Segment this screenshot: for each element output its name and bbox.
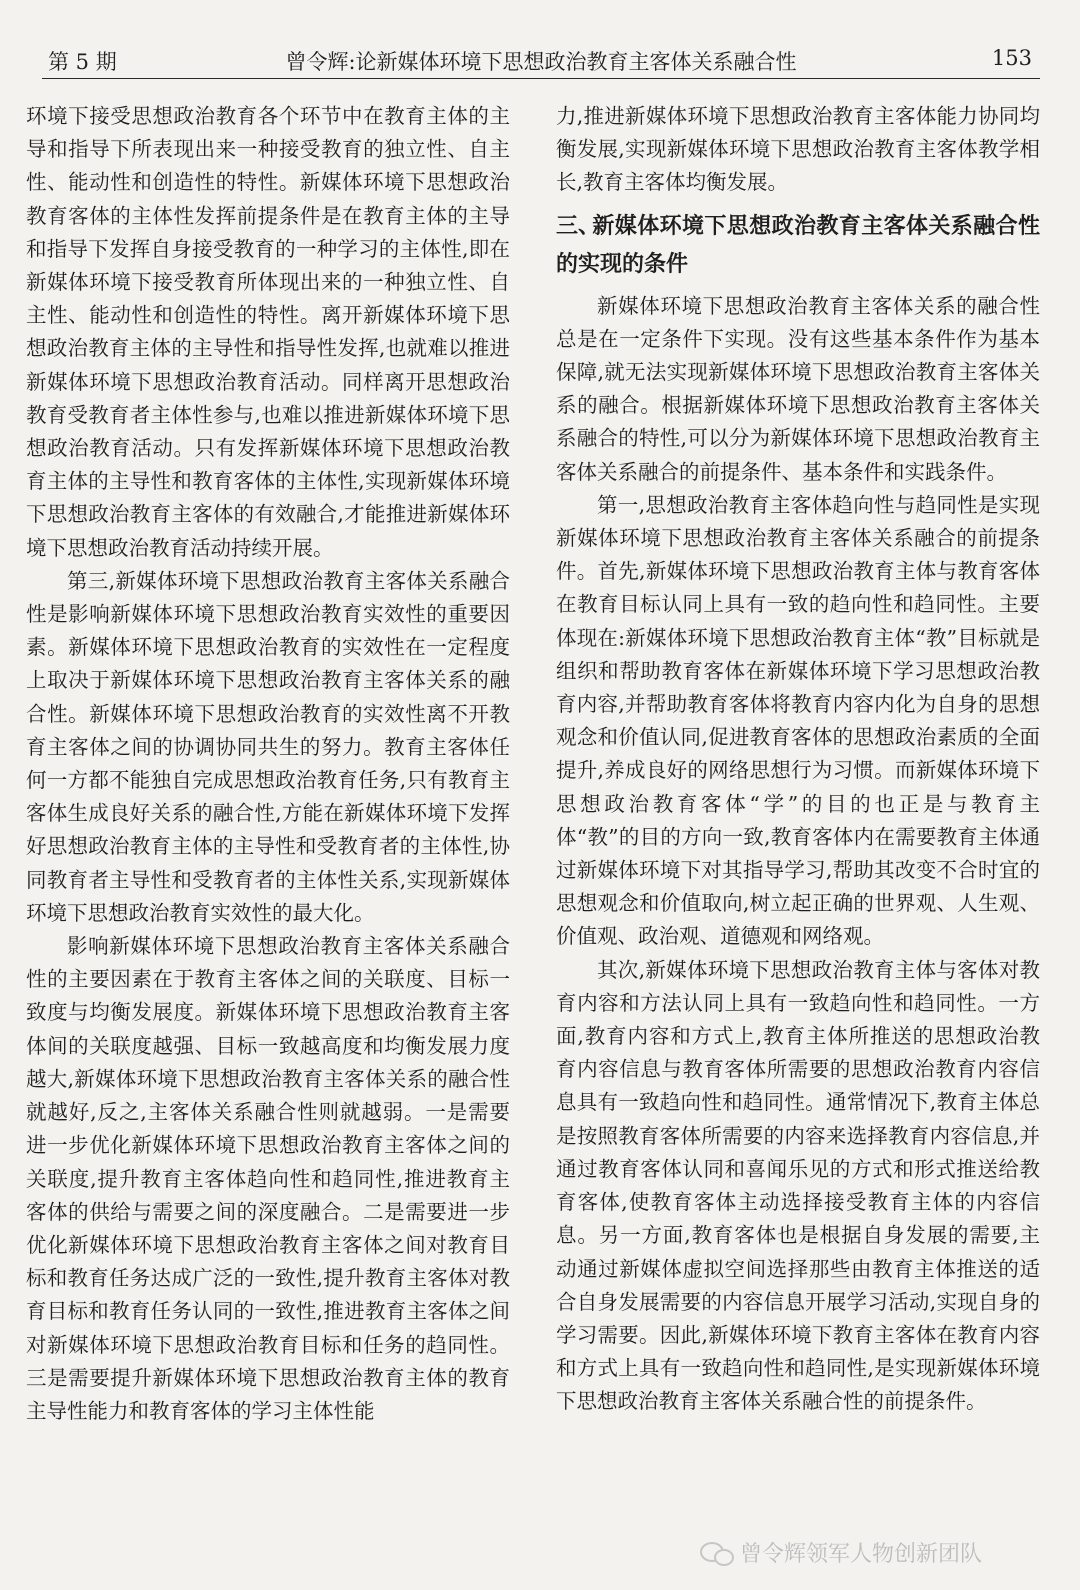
paragraph: 第一,思想政治教育主客体趋向性与趋同性是实现新媒体环境下思想政治教育主客体关系融合的前提条件。首先,新媒体环境下思想政治教育主体与教育客体在教育目标认同上具有一致的趋向性和趋同性。主要体现在:新媒体环境下思想政治教育主体“教”目标就是组织和帮助教育客体在新媒体环境下学习思想政治教育内容,并帮助教育客体将教育内容内化为自身的思想观念和价值认同,促进教育客体的思想政治素质的全面提升,养成良好的网络思想行为习惯。而新媒体环境下思想政治教育客体“学”的目的也正是与教育主体“教”的目的方向一致,教育客体内在需要教育主体通过新媒体环境下对其指导学习,帮助其改变不合时宜的思想观念和价值取向,树立起正确的世界观、人生观、价值观、政治观、道德观和网络观。: [556, 492, 1040, 949]
wechat-icon: [700, 1540, 734, 1566]
right-column: [556, 100, 1040, 1419]
paragraph: 力,推进新媒体环境下思想政治教育主客体能力协同均衡发展,实现新媒体环境下思想政治教育主客体教学相长,教育主客体均衡发展。: [556, 104, 1040, 195]
running-title: 曾令辉:论新媒体环境下思想政治教育主客体关系融合性: [285, 50, 797, 74]
section-number: 三、: [556, 213, 601, 239]
running-header: [42, 38, 1040, 79]
left-column: [26, 100, 510, 1428]
page-number: 153: [991, 46, 1032, 70]
watermark-text: 曾令辉领军人物创新团队: [740, 1542, 983, 1567]
paragraph: 新媒体环境下思想政治教育主客体关系的融合性总是在一定条件下实现。没有这些基本条件作为基本保障,就无法实现新媒体环境下思想政治教育主客体关系的融合。根据新媒体环境下思想政治教育主客体关系融合的特性,可以分为新媒体环境下思想政治教育主客体关系融合的前提条件、基本条件和实践条件。: [556, 293, 1040, 484]
paragraph: 影响新媒体环境下思想政治教育主客体关系融合性的主要因素在于教育主客体之间的关联度、目标一致度与均衡发展度。新媒体环境下思想政治教育主客体间的关联度越强、目标一致越高度和均衡发展力度越大,新媒体环境下思想政治教育主客体关系的融合性就越好,反之,主客体关系融合性则就越弱。一是需要进一步优化新媒体环境下思想政治教育主客体之间的关联度,提升教育主客体趋向性和趋同性,推进教育主客体的供给与需要之间的深度融合。二是需要进一步优化新媒体环境下思想政治教育主客体之间对教育目标和教育任务达成广泛的一致性,提升教育主客体对教育目标和教育任务认同的一致性,推进教育主客体之间对新媒体环境下思想政治教育目标和任务的趋同性。三是需要提升新媒体环境下思想政治教育主体的教育主导性能力和教育客体的学习主体性能: [26, 934, 510, 1423]
paragraph: 环境下接受思想政治教育各个环节中在教育主体的主导和指导下所表现出来一种接受教育的独立性、自主性、能动性和创造性的特性。新媒体环境下思想政治教育客体的主体性发挥前提条件是在教育主体的主导和指导下发挥自身接受教育的一种学习的主体性,即在新媒体环境下接受教育所体现出来的一种独立性、自主性、能动性和创造性的特性。离开新媒体环境下思想政治教育主体的主导性和指导性发挥,也就难以推进新媒体环境下思想政治教育活动。同样离开思想政治教育受教育者主体性参与,也难以推进新媒体环境下思想政治教育活动。只有发挥新媒体环境下思想政治教育主体的主导性和教育客体的主体性,实现新媒体环境下思想政治教育主客体的有效融合,才能推进新媒体环境下思想政治教育活动持续开展。: [26, 104, 510, 560]
paragraph: 第三,新媒体环境下思想政治教育主客体关系融合性是影响新媒体环境下思想政治教育实效性的重要因素。新媒体环境下思想政治教育的实效性在一定程度上取决于新媒体环境下思想政治教育主客体关系的融合性。新媒体环境下思想政治教育的实效性离不开教育主客体之间的协调协同共生的努力。教育主客体任何一方都不能独自完成思想政治教育任务,只有教育主客体生成良好关系的融合性,方能在新媒体环境下发挥好思想政治教育主体的主导性和受教育者的主体性,协同教育者主导性和受教育者的主体性关系,实现新媒体环境下思想政治教育实效性的最大化。: [26, 568, 510, 925]
section-heading: [556, 208, 1040, 284]
paragraph: 其次,新媒体环境下思想政治教育主体与客体对教育内容和方法认同上具有一致趋向性和趋同性。一方面,教育内容和方式上,教育主体所推送的思想政治教育内容信息与教育客体所需要的思想政治教育内容信息具有一致趋向性和趋同性。通常情况下,教育主体总是按照教育客体所需要的内容来选择教育内容信息,并通过教育客体认同和喜闻乐见的方式和形式推送给教育客体,使教育客体主动选择接受教育主体的内容信息。另一方面,教育客体也是根据自身发展的需要,主动通过新媒体虚拟空间选择那些由教育主体推送的适合自身发展需要的内容信息开展学习活动,实现自身的学习需要。因此,新媒体环境下教育主客体在教育内容和方式上具有一致趋向性和趋同性,是实现新媒体环境下思想政治教育主客体关系融合性的前提条件。: [556, 957, 1040, 1414]
section-title: 新媒体环境下思想政治教育主客体关系融合性的实现的条件: [556, 213, 1040, 277]
watermark: [700, 1537, 982, 1568]
issue-number: 第 5 期: [48, 50, 117, 74]
